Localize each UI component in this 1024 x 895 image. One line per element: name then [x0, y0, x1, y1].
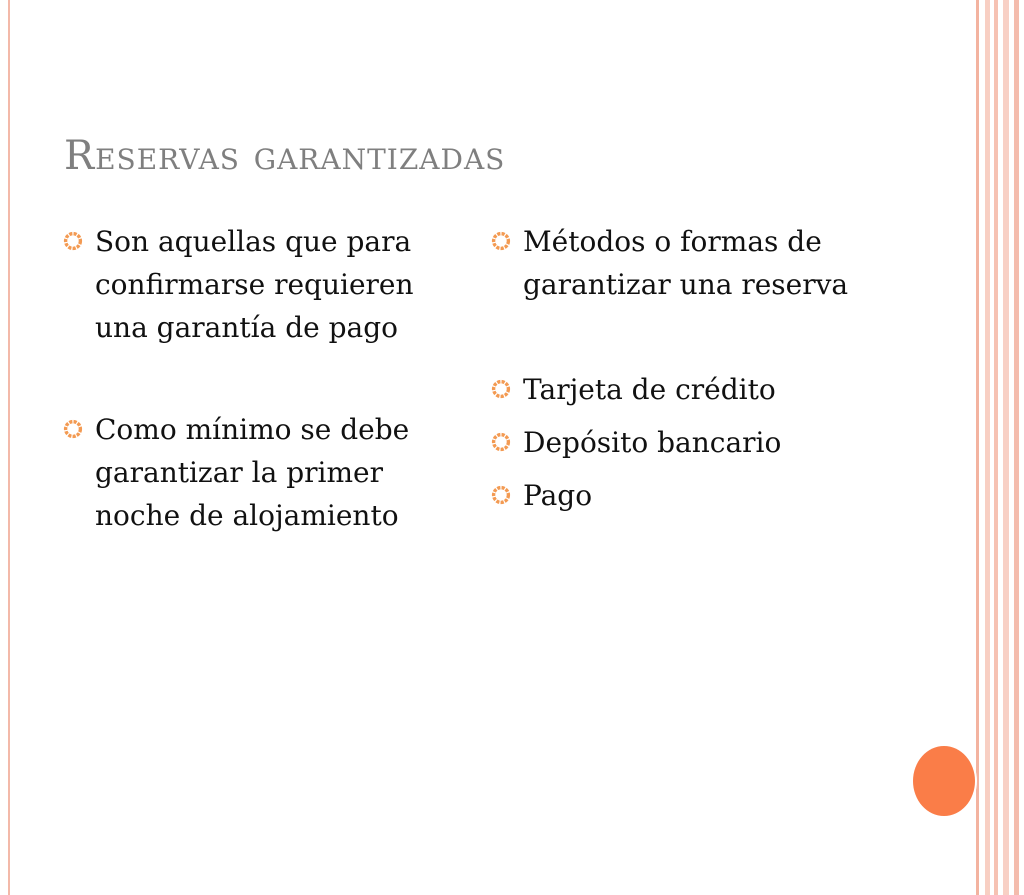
bullet-item: [62, 220, 422, 349]
bullet-item: [490, 220, 850, 306]
gear-bullet-icon: [490, 484, 512, 506]
left-bullet-list: [62, 220, 422, 537]
right-content-column: [490, 220, 850, 517]
gear-bullet-icon: [62, 418, 84, 440]
bullet-text: Tarjeta de crédito: [523, 373, 776, 406]
gear-bullet-icon: [490, 230, 512, 252]
gear-bullet-icon: [62, 230, 84, 252]
right-decorative-band: [976, 0, 1024, 895]
right-stripe: [1014, 0, 1019, 895]
slide-title: Reservas garantizadas: [64, 133, 506, 179]
bullet-item: [490, 368, 850, 411]
right-bullet-list: [490, 220, 850, 517]
right-stripe: [994, 0, 998, 895]
gear-bullet-icon: [490, 378, 512, 400]
right-stripe: [985, 0, 990, 895]
bullet-text: Métodos o formas de garantizar una reserva: [523, 225, 849, 301]
bullet-text: Depósito bancario: [523, 426, 782, 459]
orange-circle-decoration: [913, 746, 975, 816]
bullet-text: Pago: [523, 479, 593, 512]
bullet-item: [490, 474, 850, 517]
bullet-text: Son aquellas que para confirmarse requieren una garantía de pago: [95, 225, 414, 344]
left-border-line: [8, 0, 10, 895]
right-stripe: [976, 0, 979, 895]
bullet-text: Como mínimo se debe garantizar la primer noche de alojamiento: [95, 413, 410, 532]
left-content-column: [62, 220, 422, 537]
bullet-item: [62, 408, 422, 537]
bullet-item: [490, 421, 850, 464]
gear-bullet-icon: [490, 431, 512, 453]
right-stripe: [1003, 0, 1009, 895]
